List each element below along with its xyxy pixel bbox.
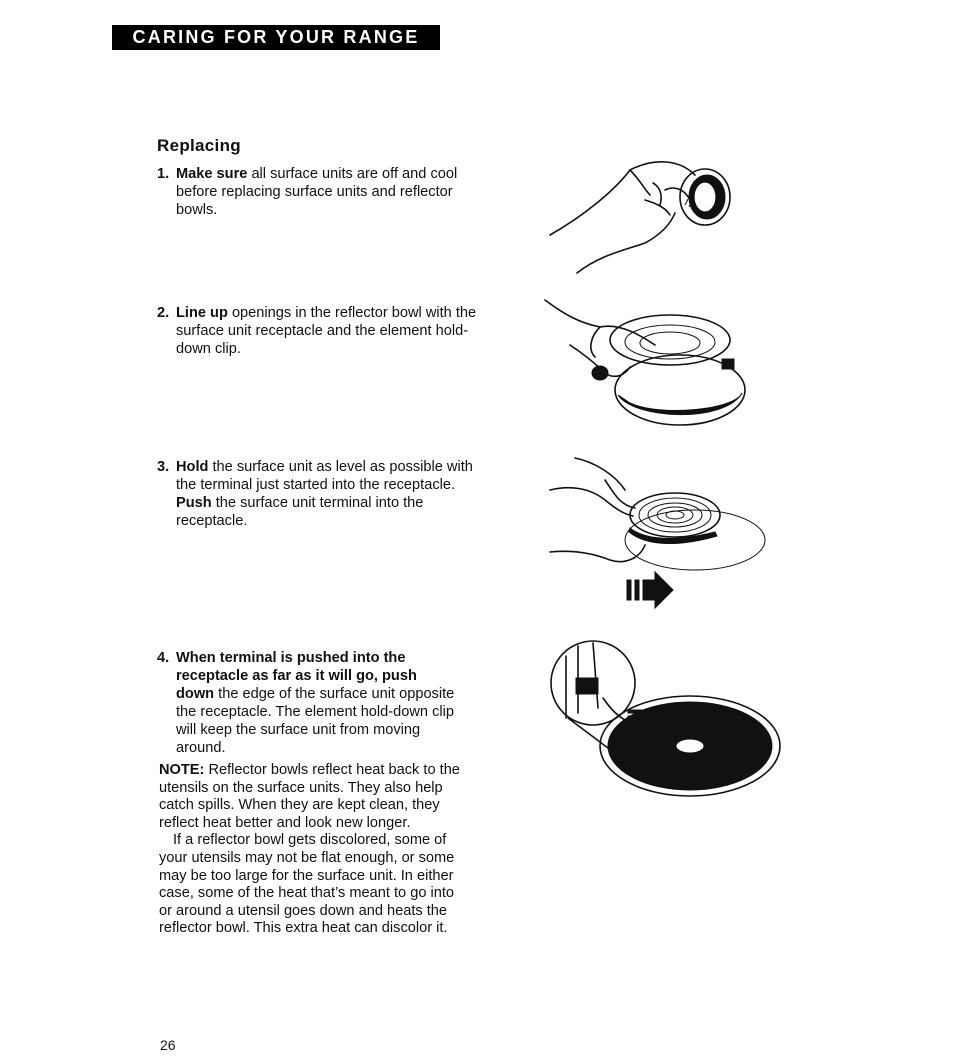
- step-3: [157, 458, 477, 530]
- page-number: 26: [160, 1037, 176, 1053]
- step-4: [157, 649, 457, 757]
- step-keyword: Make sure: [176, 166, 248, 182]
- section-heading: Replacing: [157, 136, 241, 155]
- step-text-2: the surface unit terminal into the receptacle.: [176, 495, 424, 529]
- step-text: all surface units are off and cool before replacing surface units and reflector bowls.: [176, 166, 458, 218]
- step-number: 3.: [157, 459, 170, 475]
- step-1: [157, 165, 477, 219]
- step-text: openings in the reflector bowl with the surface unit receptacle and the element hold-down clip.: [176, 305, 477, 357]
- step-2: [157, 304, 477, 358]
- step-keyword: Hold: [176, 459, 209, 475]
- note-paragraph-2: If a reflector bowl gets discolored, some of your utensils may not be flat enough, or some may be too large for the surface unit. In either case, some of the heat that’s meant to go into or around a utensil goes down and heats the reflector bowl. This extra heat can discolor it.: [159, 832, 455, 937]
- surface-unit-pressed-down-icon: [548, 638, 788, 803]
- hands-inserting-surface-unit-icon: [545, 450, 770, 610]
- step-number: 1.: [157, 166, 170, 182]
- note-block: [159, 762, 469, 938]
- step-text: the surface unit as level as possible with the terminal just started into the receptacle.: [176, 459, 473, 493]
- section-banner: CARING FOR YOUR RANGE: [112, 25, 440, 50]
- step-keyword-2: Push: [176, 495, 212, 511]
- note-paragraph-1: Reflector bowls reflect heat back to the utensils on the surface units. They also help catch spills. When they are kept clean, they reflect heat better and look new longer.: [159, 762, 460, 831]
- step-keyword: Line up: [176, 305, 228, 321]
- step-keyword: When terminal is pushed into the receptacle as far as it will go, push down: [176, 650, 417, 702]
- step-number: 4.: [157, 650, 170, 666]
- note-label: NOTE:: [159, 762, 205, 778]
- step-number: 2.: [157, 305, 170, 321]
- step-text: the edge of the surface unit opposite the receptacle. The element hold-down clip will keep the surface unit from moving around.: [176, 686, 455, 756]
- hand-placing-reflector-bowl-icon: [540, 295, 755, 430]
- hand-turning-knob-icon: [545, 155, 745, 280]
